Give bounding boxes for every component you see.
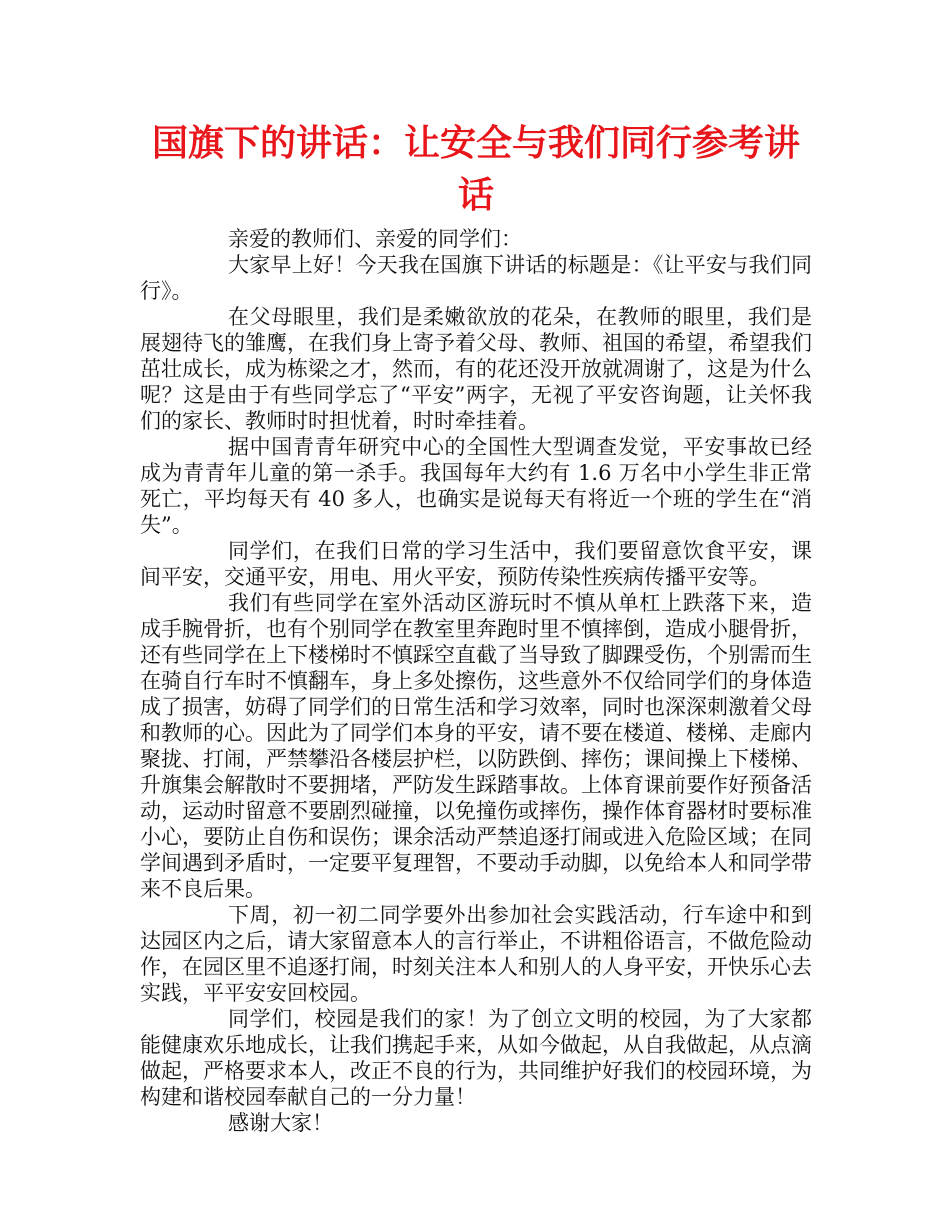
paragraph: 同学们，在我们日常的学习生活中，我们要留意饮食平安，课间平安，交通平安，用电、用火平安，预防传染性疾病传播平安等。 <box>140 539 812 589</box>
paragraph-closing: 感谢大家！ <box>228 1111 333 1135</box>
document-page <box>140 118 812 1136</box>
document-body <box>140 226 812 1136</box>
paragraph: 据中国青青年研究中心的全国性大型调查发觉，平安事故已经成为青青年儿童的第一杀手。我国每年大约有 1.6 万名中小学生非正常死亡，平均每天有 40 多人，也确实是说每天有将近一个班的学生在“消失”。 <box>140 435 812 537</box>
document-title: 国旗下的讲话：让安全与我们同行参考讲话 <box>151 123 800 216</box>
paragraph-salutation: 亲爱的教师们、亲爱的同学们： <box>228 227 522 251</box>
paragraph: 我们有些同学在室外活动区游玩时不慎从单杠上跌落下来，造成手腕骨折，也有个别同学在教室里奔跑时里不慎摔倒，造成小腿骨折，还有些同学在上下楼梯时不慎踩空直截了当导致了脚踝受伤，个别需而生在骑自行车时不慎翻车，身上多处擦伤，这些意外不仅给同学们的身体造成了损害，妨碍了同学们的日常生活和学习效率，同时也深深刺激着父母和教师的心。因此为了同学们本身的平安，请不要在楼道、楼梯、走廊内聚拢、打闹，严禁攀沿各楼层护栏，以防跌倒、摔伤；课间操上下楼梯、升旗集会解散时不要拥堵，严防发生踩踏事故。上体育课前要作好预备活动，运动时留意不要剧烈碰撞，以免撞伤或摔伤，操作体育器材时要标准小心，要防止自伤和误伤；课余活动严禁追逐打闹或进入危险区域；在同学间遇到矛盾时，一定要平复理智，不要动手动脚，以免给本人和同学带来不良后果。 <box>140 591 812 901</box>
paragraph: 同学们，校园是我们的家！为了创立文明的校园，为了大家都能健康欢乐地成长，让我们携起手来，从如今做起，从自我做起，从点滴做起，严格要求本人，改正不良的行为，共同维护好我们的校园环境，为构建和谐校园奉献自己的一分力量！ <box>140 1007 812 1109</box>
paragraph: 在父母眼里，我们是柔嫩欲放的花朵，在教师的眼里，我们是展翅待飞的雏鹰，在我们身上寄予着父母、教师、祖国的希望，希望我们茁壮成长，成为栋梁之才，然而，有的花还没开放就凋谢了，这是为什么呢？这是由于有些同学忘了“平安”两字，无视了平安咨询题，让关怀我们的家长、教师时时担忧着，时时牵挂着。 <box>140 305 812 433</box>
paragraph: 下周，初一初二同学要外出参加社会实践活动，行车途中和到达园区内之后，请大家留意本人的言行举止，不讲粗俗语言，不做危险动作，在园区里不追逐打闹，时刻关注本人和别人的人身平安，开快乐心去实践，平平安安回校园。 <box>140 903 812 1005</box>
paragraph-greeting: 大家早上好！今天我在国旗下讲话的标题是：《让平安与我们同行》。 <box>140 253 812 303</box>
